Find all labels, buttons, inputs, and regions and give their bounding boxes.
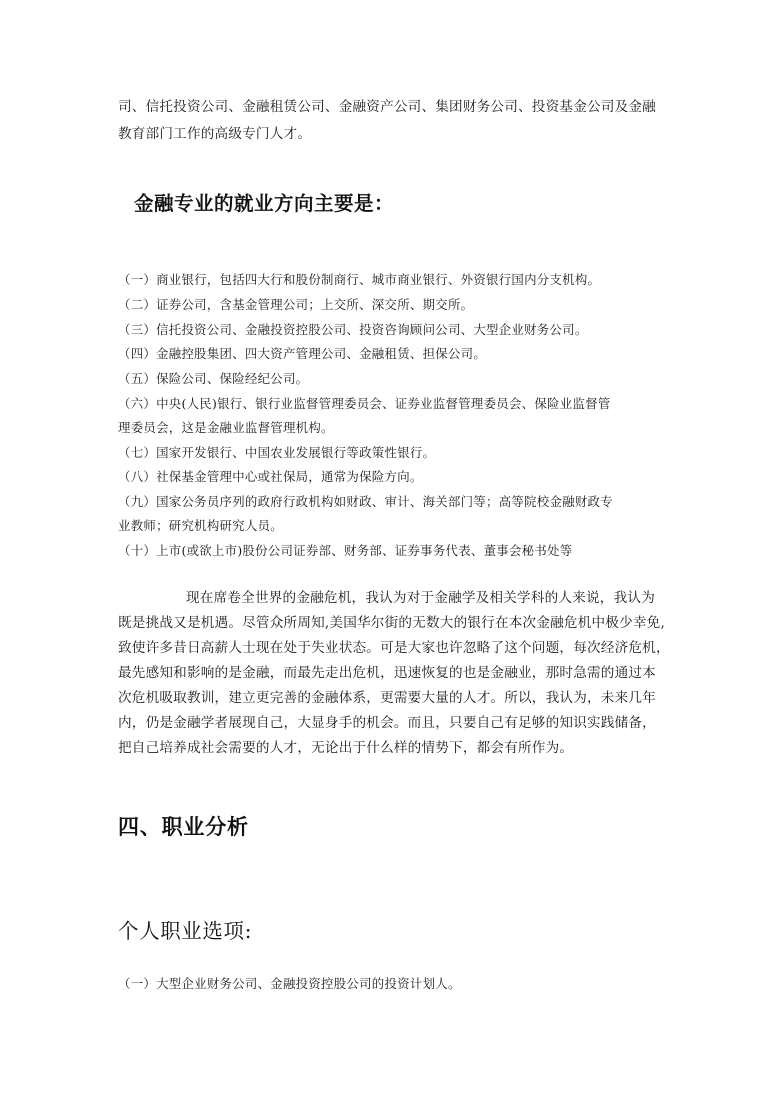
employment-item-10: （十）上市(或欲上市)股份公司证券部、财务部、证券事务代表、董事会秘书处等	[118, 543, 573, 558]
paragraph-line-1: 现在席卷全世界的金融危机，我认为对于金融学及相关学科的人来说，我认为	[186, 590, 655, 606]
employment-item-5: （五）保险公司、保险经纪公司。	[118, 371, 309, 386]
employment-item-9-cont: 业教师；研究机构研究人员。	[118, 518, 283, 533]
employment-item-6-cont: 理委员会，这是金融业监督管理机构。	[118, 420, 334, 435]
employment-item-3: （三）信托投资公司、金融投资控股公司、投资咨询顾问公司、大型企业财务公司。	[118, 322, 588, 337]
intro-line-1: 司、信托投资公司、金融租赁公司、金融资产公司、集团财务公司、投资基金公司及金融	[118, 99, 656, 115]
employment-item-1: （一）商业银行，包括四大行和股份制商行、城市商业银行、外资银行国内分支机构。	[118, 272, 601, 287]
employment-item-7: （七）国家开发银行、中国农业发展银行等政策性银行。	[118, 445, 436, 460]
employment-item-6: （六）中央(人民)银行、银行业监督管理委员会、证券业监督管理委员会、保险业监督管	[118, 396, 611, 411]
personal-options-heading: 个人职业选项:	[118, 919, 253, 943]
employment-item-9: （九）国家公务员序列的政府行政机构如财政、审计、海关部门等；高等院校金融财政专	[118, 494, 613, 509]
paragraph-line-6: 内，仍是金融学者展现自己，大显身手的机会。而且，只要自己有足够的知识实践储备，	[118, 715, 656, 731]
paragraph-line-4: 最先感知和影响的是金融，而最先走出危机，迅速恢复的也是金融业，那时急需的通过本	[118, 665, 656, 681]
paragraph-line-5: 次危机吸取教训，建立更完善的金融体系，更需要大量的人才。所以，我认为，未来几年	[118, 690, 656, 706]
employment-item-8: （八）社保基金管理中心或社保局，通常为保险方向。	[118, 469, 423, 484]
paragraph-line-3: 致使许多昔日高薪人士现在处于失业状态。可是大家也许忽略了这个问题，每次经济危机，	[118, 640, 670, 656]
intro-line-2: 教育部门工作的高级专门人才。	[118, 126, 312, 142]
chapter-heading: 四、职业分析	[118, 814, 249, 839]
personal-option-item-1: （一）大型企业财务公司、金融投资控股公司的投资计划人。	[118, 976, 461, 991]
employment-item-4: （四）金融控股集团、四大资产管理公司、金融租赁、担保公司。	[118, 346, 487, 361]
employment-item-2: （二）证券公司，含基金管理公司；上交所、深交所、期交所。	[118, 297, 474, 312]
paragraph-line-2: 既是挑战又是机遇。尽管众所周知,美国华尔街的无数大的银行在本次金融危机中极少幸免,	[118, 615, 665, 631]
paragraph-line-7: 把自己培养成社会需要的人才，无论出于什么样的情势下，都会有所作为。	[118, 740, 574, 756]
employment-direction-heading: 金融专业的就业方向主要是：	[134, 192, 395, 215]
